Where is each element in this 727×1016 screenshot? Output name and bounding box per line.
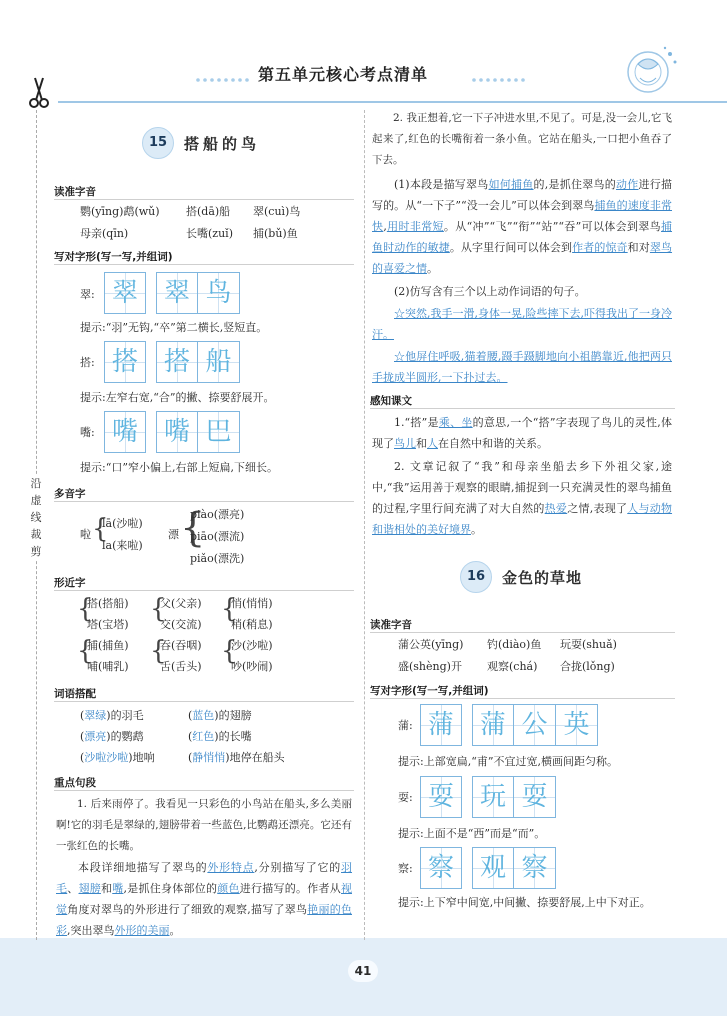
imitation-example-1: ☆突然,我手一滑,身体一晃,险些摔下去,吓得我出了一身冷汗。	[372, 307, 672, 341]
column-divider	[364, 110, 365, 940]
writing-grid	[104, 341, 240, 383]
writing-grid	[104, 411, 240, 453]
brace: {	[150, 636, 167, 666]
polyphone-char: 漂	[168, 528, 179, 541]
writing-cell: 公	[514, 704, 556, 746]
pinyin-item: 长嘴(zuǐ)	[186, 227, 233, 240]
brace: {	[77, 594, 94, 624]
write-hint: 提示:左窄右宽,“合”的撇、捺要舒展开。	[80, 391, 275, 404]
header-dots-right	[472, 72, 528, 76]
similar-char: 交(交流)	[160, 618, 202, 631]
polyphone-reading: piào(漂亮)	[190, 508, 245, 521]
section-rule	[370, 632, 675, 633]
write-hint: 提示:“口”窄小偏上,右部上短扁,下细长。	[80, 461, 278, 474]
writing-grid	[104, 272, 240, 314]
pinyin-item: 合拢(lǒng)	[560, 660, 615, 673]
write-hint: 提示:“羽”无钩,“卒”第二横长,竖短直。	[80, 321, 268, 334]
section-rule	[54, 264, 354, 265]
section-rule	[54, 590, 354, 591]
section-rule	[54, 701, 354, 702]
section-heading-feel: 感知课文	[370, 395, 412, 407]
section-heading-write: 写对字形(写一写,并组词)	[370, 685, 489, 697]
flower-ornament-icon	[618, 42, 682, 98]
collocation-item: (沙啦沙啦)地响	[80, 751, 155, 764]
write-label: 嘴:	[80, 426, 95, 439]
writing-cell: 蒲	[472, 704, 514, 746]
writing-cell: 搭	[104, 341, 146, 383]
writing-cell: 翠	[104, 272, 146, 314]
similar-char: 稍(稍息)	[231, 618, 273, 631]
section-rule	[54, 501, 354, 502]
write-label: 耍:	[398, 791, 413, 804]
collocation-item: (漂亮)的鹦鹉	[80, 730, 144, 743]
writing-cell: 翠	[156, 272, 198, 314]
pinyin-item: 搭(dā)船	[186, 205, 231, 218]
writing-cell: 英	[556, 704, 598, 746]
pinyin-item: 捕(bǔ)鱼	[253, 227, 298, 240]
section-heading-read: 读准字音	[54, 186, 96, 198]
similar-char: 搭(搭船)	[87, 597, 129, 610]
writing-grid	[420, 704, 598, 746]
writing-cell: 嘴	[104, 411, 146, 453]
pinyin-item: 翠(cuì)鸟	[253, 205, 301, 218]
section-heading-similar: 形近字	[54, 577, 86, 589]
collocation-item: (翠绿)的羽毛	[80, 709, 144, 722]
lesson-16-heading	[460, 561, 582, 593]
writing-cell: 巴	[198, 411, 240, 453]
key-analysis-1: 本段详细地描写了翠鸟的外形特点,分别描写了它的羽毛、翅膀和嘴,是抓住身体部位的颜色进行描写的。作者从视觉角度对翠鸟的外形进行了细致的观察,描写了翠鸟艳丽的色彩,突出翠鸟外形的美丽。	[56, 861, 353, 937]
cut-label: 沿虚线裁剪	[30, 477, 42, 558]
collocation-item: (红色)的长嘴	[188, 730, 252, 743]
section-rule	[370, 698, 675, 699]
writing-cell: 船	[198, 341, 240, 383]
polyphone-char: 啦	[80, 528, 91, 541]
polyphone-reading: piǎo(漂洗)	[190, 552, 245, 565]
write-label: 察:	[398, 862, 413, 875]
writing-cell: 搭	[156, 341, 198, 383]
writing-cell: 观	[472, 847, 514, 889]
section-heading-write: 写对字形(写一写,并组词)	[54, 251, 173, 263]
similar-char: 舌(舌头)	[160, 660, 202, 673]
write-label: 搭:	[80, 356, 95, 369]
imitation-task: (2)仿写含有三个以上动作词语的句子。	[394, 285, 586, 298]
pinyin-item: 钓(diào)鱼	[487, 638, 542, 651]
key-analysis-2: (1)本段是描写翠鸟如何捕鱼的,是抓住翠鸟的动作进行描写的。从“一下子”“没一会儿”可以体会到翠鸟捕鱼的速度非常快,用时非常短。从“冲”“飞”“衔”“站”“吞”可以体会到翠鸟捕鱼时动作的敏捷。从字里行间可以体会到作者的惊奇和对翠鸟的喜爱之情。	[372, 178, 673, 275]
writing-cell: 玩	[472, 776, 514, 818]
lesson-title: 搭船的鸟	[184, 134, 261, 153]
similar-char: 沙(沙啦)	[231, 639, 273, 652]
write-hint: 提示:上下窄中间宽,中间撇、捺要舒展,上中下对正。	[398, 896, 651, 909]
brace: {	[92, 514, 109, 544]
writing-cell: 察	[420, 847, 462, 889]
similar-char: 吞(吞咽)	[160, 639, 202, 652]
key-quote-2: 2. 我正想着,它一下子冲进水里,不见了。可是,没一会儿,它飞起来了,红色的长嘴衔着一条小鱼。它站在船头,一口把小鱼吞了下去。	[372, 112, 672, 166]
similar-char: 吵(吵闹)	[231, 660, 273, 673]
brace: {	[150, 594, 167, 624]
header-rule	[58, 101, 727, 103]
write-hint: 提示:上面不是“西”而是“而”。	[398, 827, 546, 840]
write-label: 蒲:	[398, 719, 413, 732]
similar-char: 塔(宝塔)	[87, 618, 129, 631]
collocation-item: (静悄悄)地停在船头	[188, 751, 285, 764]
section-rule	[54, 199, 354, 200]
writing-cell: 察	[514, 847, 556, 889]
polyphone-reading: la(来啦)	[102, 539, 143, 552]
pinyin-item: 观察(chá)	[487, 660, 538, 673]
section-rule	[370, 408, 675, 409]
lesson-number: 16	[460, 561, 492, 593]
write-hint: 提示:上部宽扁,“甫”不宜过宽,横画间距匀称。	[398, 755, 618, 768]
pinyin-item: 盛(shèng)开	[398, 660, 462, 673]
similar-char: 哺(哺乳)	[87, 660, 129, 673]
imitation-example-2: ☆他屏住呼吸,猫着腰,蹑手蹑脚地向小祖鹊靠近,他把两只手拢成半圆形,一下扑过去。	[372, 350, 672, 384]
brace: {	[221, 636, 238, 666]
lesson-title: 金色的草地	[502, 568, 583, 587]
write-label: 翠:	[80, 288, 95, 301]
brace: {	[221, 594, 238, 624]
section-rule	[54, 790, 354, 791]
similar-char: 父(父亲)	[160, 597, 202, 610]
pinyin-item: 鹦(yīng)鹉(wǔ)	[80, 205, 160, 218]
scissors-icon	[28, 76, 50, 110]
lesson-15-heading	[142, 127, 260, 159]
section-heading-polyphone: 多音字	[54, 488, 86, 500]
polyphone-reading: piāo(漂流)	[190, 530, 245, 543]
similar-char: 捕(捕鱼)	[87, 639, 129, 652]
header-dots-left	[196, 72, 252, 76]
writing-cell: 嘴	[156, 411, 198, 453]
page-header-title: 第五单元核心考点清单	[258, 65, 429, 84]
key-quote-1: 1. 后来雨停了。我看见一只彩色的小鸟站在船头,多么美丽啊!它的羽毛是翠绿的,翅膀带着一些蓝色,比鹦鹉还漂亮。它还有一张红色的长嘴。	[56, 798, 352, 852]
section-heading-collocation: 词语搭配	[54, 688, 96, 700]
similar-char: 悄(悄悄)	[231, 597, 273, 610]
section-heading-key: 重点句段	[54, 777, 96, 789]
feel-item-2: 2. 文章记叙了“我”和母亲坐船去乡下外祖父家,途中,“我”运用善于观察的眼睛,捕捉到一只充满灵性的翠鸟捕鱼的过程,字里行间充满了对大自然的热爱之情,表现了人与动物和谐相处的美好境界。	[372, 460, 673, 536]
writing-grid	[420, 847, 556, 889]
section-heading-read: 读准字音	[370, 619, 412, 631]
brace: {	[180, 505, 206, 551]
pinyin-item: 蒲公英(yīng)	[398, 638, 464, 651]
writing-cell: 鸟	[198, 272, 240, 314]
writing-cell: 耍	[420, 776, 462, 818]
brace: {	[77, 636, 94, 666]
pinyin-item: 玩耍(shuǎ)	[560, 638, 617, 651]
collocation-item: (蓝色)的翅膀	[188, 709, 252, 722]
writing-cell: 蒲	[420, 704, 462, 746]
polyphone-reading: lā(沙啦)	[102, 517, 143, 530]
feel-item-1: 1.“搭”是乘、坐的意思,一个“搭”字表现了鸟儿的灵性,体现了鸟儿和人在自然中和谐的关系。	[372, 416, 672, 450]
writing-grid	[420, 776, 556, 818]
writing-cell: 耍	[514, 776, 556, 818]
pinyin-item: 母亲(qīn)	[80, 227, 129, 240]
page-number: 41	[348, 960, 378, 982]
lesson-number: 15	[142, 127, 174, 159]
